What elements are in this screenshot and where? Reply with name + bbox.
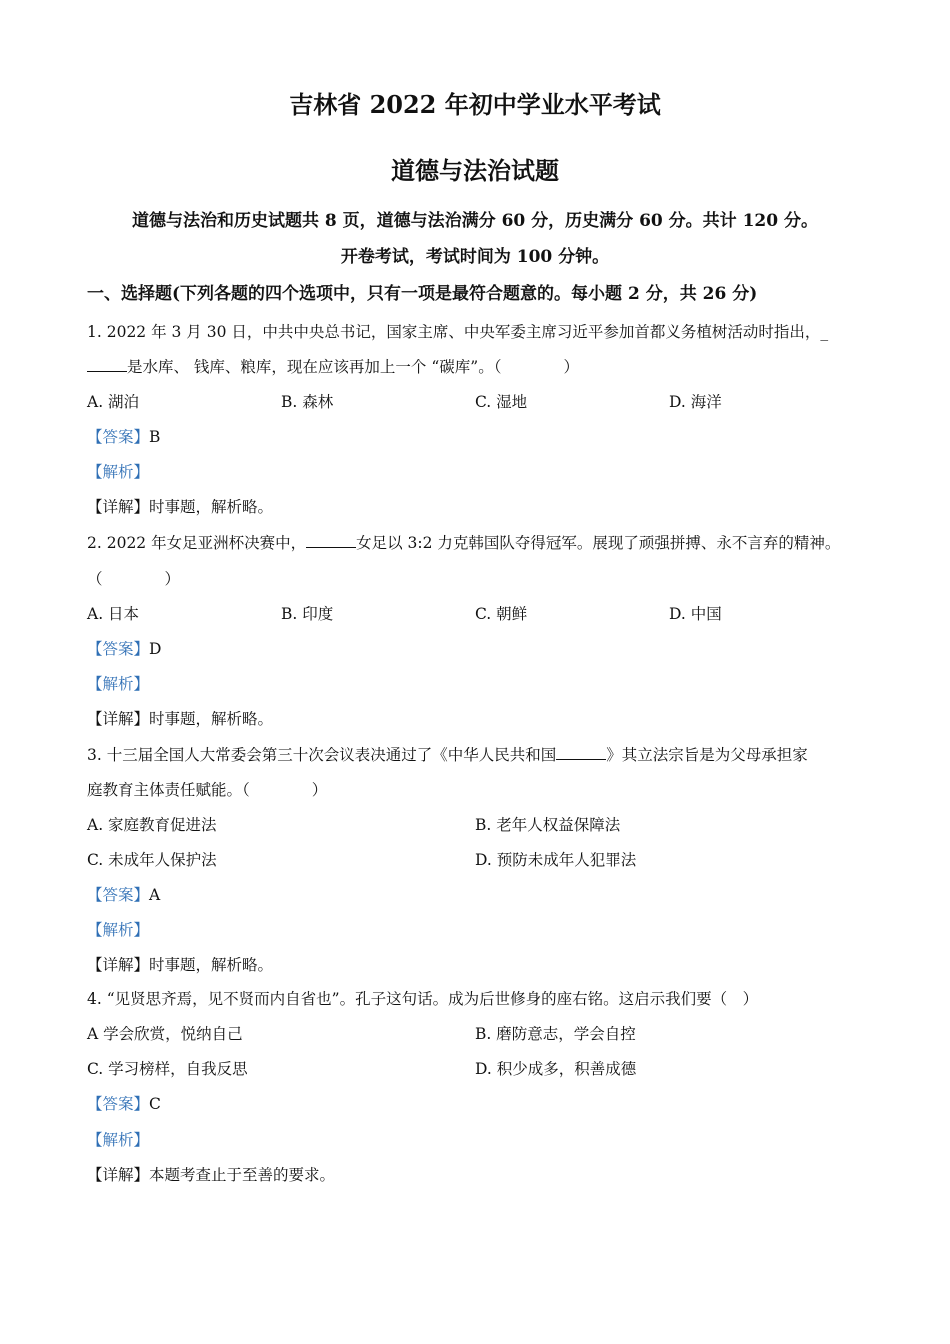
q4-analysis-tag: 【解析】 — [87, 1131, 150, 1149]
q3-stem-line-2: 庭教育主体责任赋能。（ ） — [87, 781, 328, 799]
q2-answer-tag: 【答案】 — [87, 640, 150, 658]
q4-option-b: B. 磨防意志，学会自控 — [475, 1025, 636, 1043]
q2-answer — [87, 637, 161, 661]
exam-subtitle: 道德与法治试题 — [391, 156, 559, 185]
q3-detail-text: 时事题，解析略。 — [149, 956, 274, 974]
q2-stem-line-1 — [87, 531, 840, 555]
q3-stem-before: 3. 十三届全国人大常委会第三十次会议表决通过了《中华人民共和国 — [87, 746, 557, 764]
q1-option-b: B. 森林 — [281, 393, 334, 411]
q4-option-c: C. 学习榜样，自我反思 — [87, 1060, 248, 1078]
q1-answer-tag: 【答案】 — [87, 428, 150, 446]
q2-stem-after: 女足以 3:2 力克韩国队夺得冠军。展现了顽强拼搏、永不言弃的精神。 — [356, 534, 841, 552]
q1-option-a: A. 湖泊 — [87, 393, 140, 411]
q4-answer-value: C — [149, 1095, 161, 1113]
q2-detail-tag: 【详解】 — [87, 710, 150, 728]
q1-stem-line-1: 1. 2022 年 3 月 30 日，中共中央总书记，国家主席、中央军委主席习近平参加首都义务植树活动时指出，_ — [87, 323, 829, 341]
q2-stem-before: 2. 2022 年女足亚洲杯决赛中， — [87, 534, 307, 552]
q2-answer-value: D — [149, 640, 162, 658]
q2-option-d: D. 中国 — [669, 605, 722, 623]
q2-analysis-tag: 【解析】 — [87, 675, 150, 693]
q1-stem-line-2 — [87, 355, 579, 379]
q2-option-a: A. 日本 — [87, 605, 140, 623]
q2-option-b: B. 印度 — [281, 605, 334, 623]
q3-option-a: A. 家庭教育促进法 — [87, 816, 217, 834]
q4-option-d: D. 积少成多，积善成德 — [475, 1060, 637, 1078]
q4-detail-text: 本题考查止于至善的要求。 — [149, 1166, 336, 1184]
q3-blank — [556, 745, 606, 760]
q3-analysis-tag: 【解析】 — [87, 921, 150, 939]
q1-detail-tag: 【详解】 — [87, 498, 150, 516]
q1-detail-text: 时事题，解析略。 — [149, 498, 274, 516]
q2-blank — [306, 533, 356, 548]
q3-answer-tag: 【答案】 — [87, 886, 150, 904]
q3-stem-line-1 — [87, 743, 808, 767]
q4-stem-line-1: 4. “见贤思齐焉，见不贤而内自省也”。孔子这句话。成为后世修身的座右铭。这启示我们要（ ） — [87, 990, 759, 1008]
q3-option-c: C. 未成年人保护法 — [87, 851, 217, 869]
q3-stem-after: 》其立法宗旨是为父母承担家 — [606, 746, 808, 764]
q1-analysis-tag: 【解析】 — [87, 463, 150, 481]
q2-detail-text: 时事题，解析略。 — [149, 710, 274, 728]
q3-detail — [87, 953, 273, 977]
q3-detail-tag: 【详解】 — [87, 956, 150, 974]
q1-stem-line-2-text: 是水库、 钱库、粮库，现在应该再加上一个 “碳库”。（ ） — [127, 358, 579, 376]
section-heading: 一、选择题(下列各题的四个选项中，只有一项是最符合题意的。每小题 2 分，共 26 分) — [87, 284, 758, 304]
q2-stem-line-2: （ ） — [87, 570, 181, 588]
q1-blank — [87, 357, 127, 372]
q2-option-c: C. 朝鲜 — [475, 605, 528, 623]
q1-detail — [87, 495, 273, 519]
q4-detail-tag: 【详解】 — [87, 1166, 150, 1184]
q1-answer — [87, 425, 160, 449]
q3-answer-value: A — [149, 886, 161, 904]
q4-option-a: A 学会欣赏，悦纳自己 — [87, 1025, 243, 1043]
q1-option-d: D. 海洋 — [669, 393, 722, 411]
q3-answer — [87, 883, 160, 907]
exam-info-line-1: 道德与法治和历史试题共 8 页，道德与法治满分 60 分，历史满分 60 分。共计 120 分。 — [132, 211, 818, 231]
q2-detail — [87, 707, 273, 731]
q1-option-c: C. 湿地 — [475, 393, 528, 411]
q3-option-b: B. 老年人权益保障法 — [475, 816, 621, 834]
q4-detail — [87, 1163, 335, 1187]
q4-answer-tag: 【答案】 — [87, 1095, 150, 1113]
q3-option-d: D. 预防未成年人犯罪法 — [475, 851, 637, 869]
q4-answer — [87, 1092, 161, 1116]
exam-title: 吉林省 2022 年初中学业水平考试 — [289, 90, 661, 119]
exam-info-line-2: 开卷考试，考试时间为 100 分钟。 — [340, 247, 610, 267]
q1-answer-value: B — [149, 428, 161, 446]
